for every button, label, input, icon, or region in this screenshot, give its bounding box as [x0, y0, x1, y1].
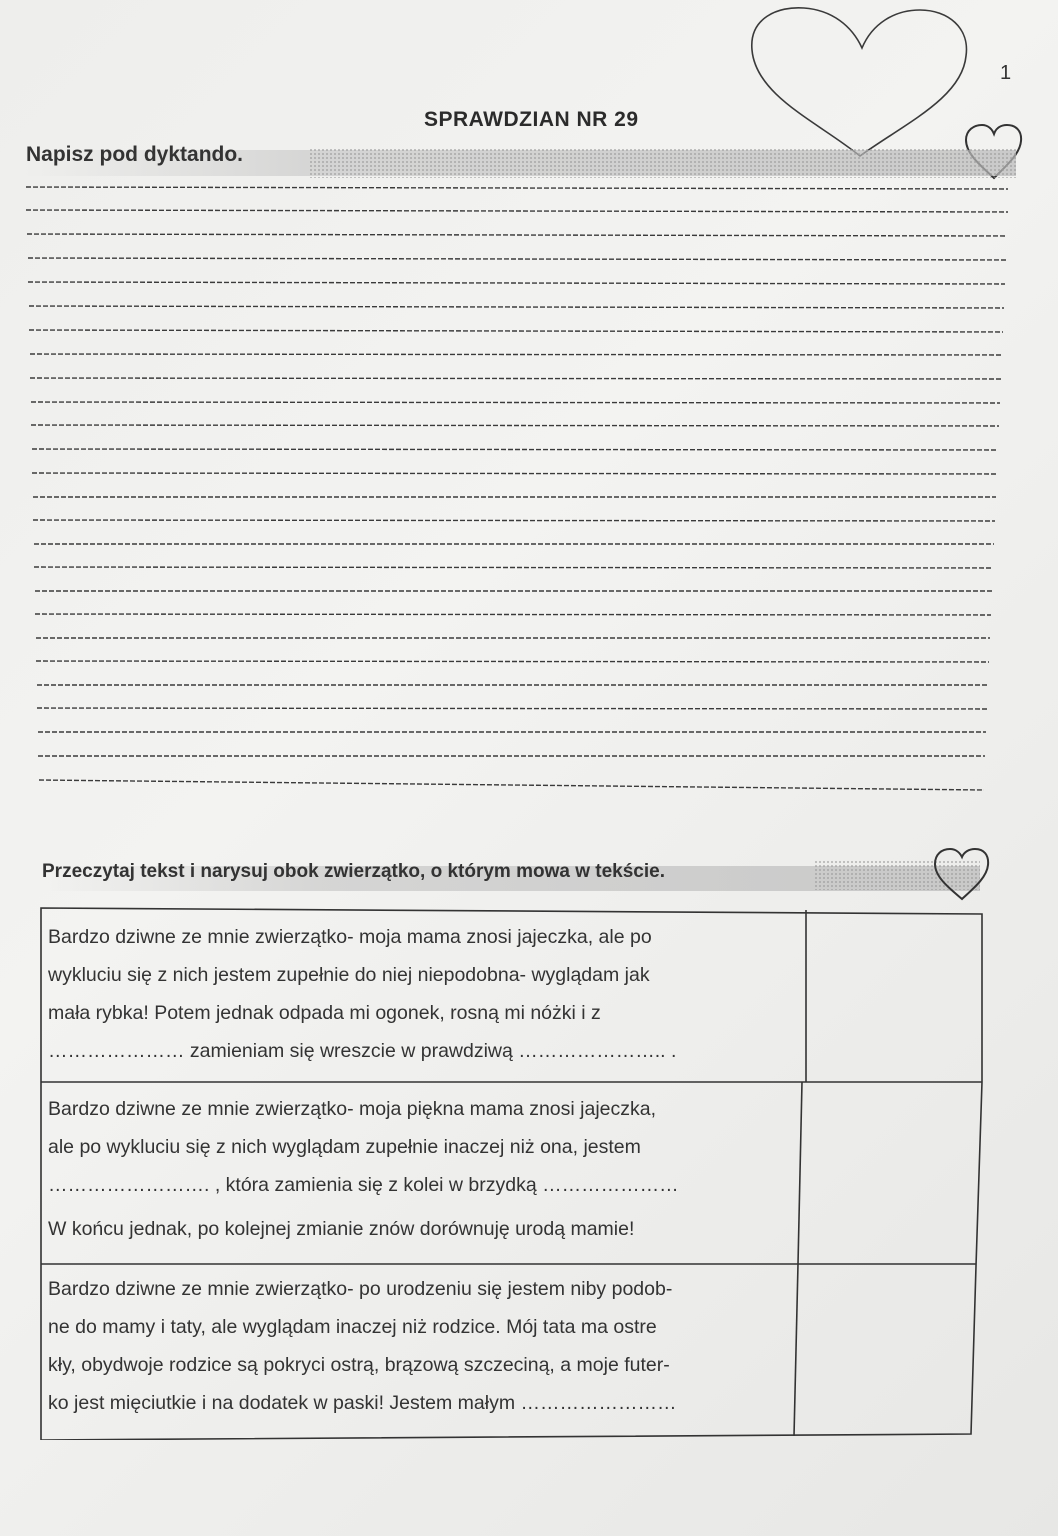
writing-line	[31, 425, 999, 426]
writing-line	[31, 402, 1000, 403]
task-text-line: Bardzo dziwne ze mnie zwierzątko- moja piękna mama znosi jajeczka,	[48, 1098, 657, 1120]
task-text-line: Bardzo dziwne ze mnie zwierzątko- po urodzeniu się jestem niby podob-	[48, 1278, 673, 1300]
reading-tasks-table	[38, 906, 984, 1440]
dictation-instruction-text: Napisz pod dyktando.	[26, 143, 244, 166]
task-text-line: ale po wykluciu się z nich wyglądam zupełnie inaczej niż ona, jestem	[48, 1136, 641, 1158]
writing-line	[34, 567, 993, 568]
task-text-line: Bardzo dziwne ze mnie zwierzątko- moja mama znosi jajeczka, ale po	[48, 926, 652, 948]
task-text-2	[48, 1090, 796, 1248]
writing-line	[30, 354, 1002, 355]
writing-line	[28, 282, 1005, 284]
task-text-line: wykluciu się z nich jestem zupełnie do niej niepodobna- wyglądam jak	[48, 964, 650, 986]
task-row-2	[38, 1082, 984, 1264]
task-text-line: ………………… zamieniam się wreszcie w prawdziwą ………………….. .	[48, 1040, 677, 1062]
writing-line	[27, 234, 1007, 236]
drawing-area-1[interactable]	[808, 910, 980, 1080]
task-text-line: ne do mamy i taty, ale wyglądam inaczej niż rodzice. Mój tata ma ostre	[48, 1316, 657, 1338]
reading-instruction-text: Przeczytaj tekst i narysuj obok zwierzątko, o którym mowa w tekście.	[42, 861, 666, 882]
writing-line	[30, 378, 1001, 379]
heart-score-icon	[931, 845, 993, 905]
writing-line	[37, 708, 987, 709]
writing-line	[26, 210, 1008, 212]
drawing-area-2[interactable]	[804, 1084, 974, 1262]
writing-line	[35, 614, 991, 615]
writing-line	[32, 449, 998, 450]
task-text-3	[48, 1270, 792, 1422]
page-title: SPRAWDZIAN NR 29	[424, 108, 639, 131]
writing-line	[29, 306, 1004, 308]
writing-line	[26, 187, 1008, 189]
task-row-1	[38, 906, 984, 1082]
writing-line	[33, 520, 995, 521]
drawing-area-3[interactable]	[800, 1266, 970, 1434]
writing-line	[32, 473, 997, 474]
writing-line	[29, 330, 1003, 332]
task-text-line: W końcu jednak, po kolejnej zmianie znów dorównuję urodą mamie!	[48, 1218, 635, 1240]
task-text-line: ko jest mięciutkie i na dodatek w paski! Jestem małym ……………………	[48, 1392, 677, 1414]
writing-line	[28, 258, 1006, 260]
task-text-line: mała rybka! Potem jednak odpada mi ogonek, rosną mi nóżki i z	[48, 1002, 601, 1024]
reading-instruction	[40, 854, 980, 896]
task-text-line: kły, obydwoje rodzice są pokryci ostrą, brązową szczeciną, a moje futer-	[48, 1354, 670, 1376]
page-number: 1	[1000, 62, 1012, 84]
task-text-1	[48, 918, 800, 1070]
task-text-line: ……………………. , która zamienia się z kolei w brzydką …………………	[48, 1174, 679, 1196]
task-row-3	[38, 1264, 984, 1438]
writing-line	[39, 780, 984, 790]
writing-line	[36, 661, 989, 662]
